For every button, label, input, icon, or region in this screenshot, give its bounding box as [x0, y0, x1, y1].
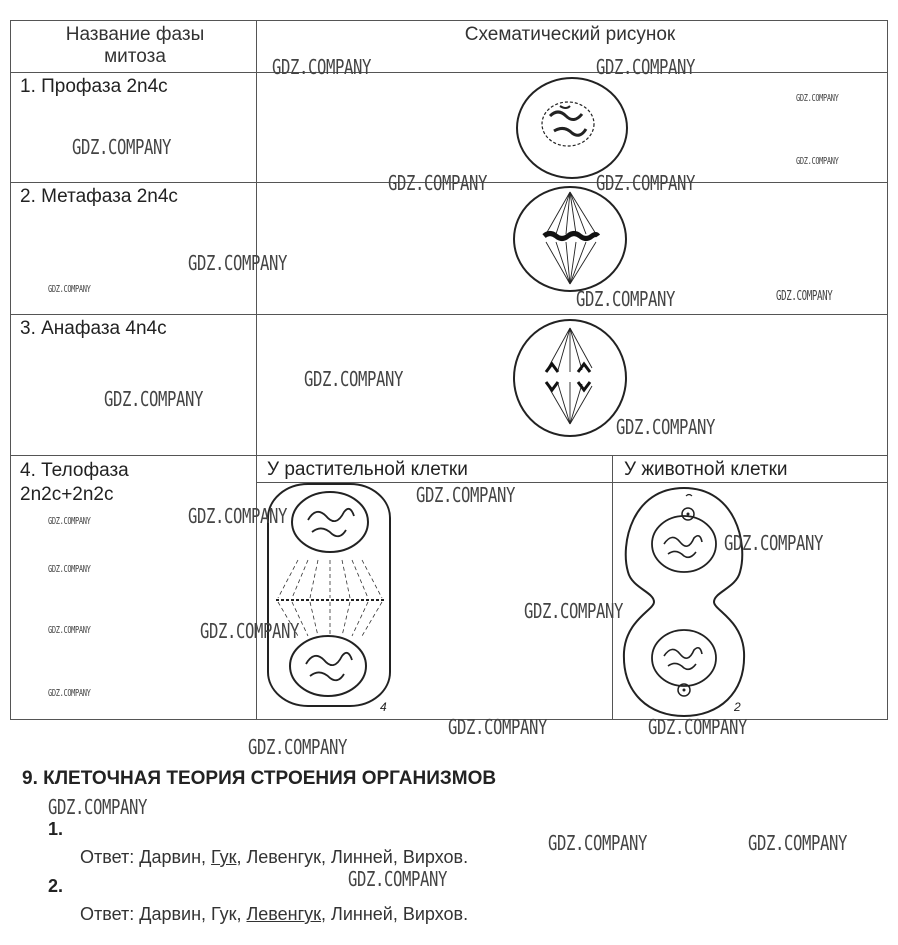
answer-2-suffix: , Линней, Вирхов.: [321, 904, 469, 924]
row-label-prophase: 1. Профаза 2n4c: [20, 76, 168, 97]
animal-cell-label: У животной клетки: [624, 459, 788, 480]
watermark: GDZ.COMPANY: [304, 367, 404, 391]
question-1-number: 1.: [48, 819, 64, 839]
watermark: GDZ.COMPANY: [48, 688, 91, 699]
watermark: GDZ.COMPANY: [596, 171, 696, 195]
watermark: GDZ.COMPANY: [748, 831, 848, 855]
plant-cell-label: У растительной клетки: [267, 459, 468, 480]
table-row-divider: [10, 72, 888, 73]
watermark: GDZ.COMPANY: [648, 715, 748, 739]
watermark: GDZ.COMPANY: [272, 55, 372, 79]
question-2-answer: [80, 904, 468, 925]
header-phase-name: Название фазы митоза: [65, 24, 205, 67]
watermark: GDZ.COMPANY: [548, 831, 648, 855]
watermark: GDZ.COMPANY: [188, 251, 288, 275]
watermark: GDZ.COMPANY: [616, 415, 716, 439]
watermark: GDZ.COMPANY: [48, 516, 91, 527]
table-border-right: [887, 20, 888, 720]
watermark: GDZ.COMPANY: [48, 795, 148, 819]
table-row-divider: [10, 455, 888, 456]
table-border-left: [10, 20, 11, 720]
watermark: GDZ.COMPANY: [596, 55, 696, 79]
metaphase-drawing: [510, 184, 636, 294]
watermark: GDZ.COMPANY: [388, 171, 488, 195]
watermark: GDZ.COMPANY: [776, 289, 833, 304]
watermark: GDZ.COMPANY: [348, 867, 448, 891]
watermark: GDZ.COMPANY: [524, 599, 624, 623]
watermark: GDZ.COMPANY: [104, 387, 204, 411]
answer-1-suffix: , Левенгук, Линней, Вирхов.: [236, 847, 469, 867]
watermark: GDZ.COMPANY: [448, 715, 548, 739]
answer-2-underlined: Левенгук: [246, 904, 322, 924]
row-label-anaphase: 3. Анафаза 4n4c: [20, 318, 167, 339]
watermark: GDZ.COMPANY: [48, 284, 91, 295]
watermark: GDZ.COMPANY: [188, 504, 288, 528]
header-scheme: Схематический рисунок: [464, 24, 676, 45]
watermark: GDZ.COMPANY: [48, 625, 91, 636]
watermark: GDZ.COMPANY: [724, 531, 824, 555]
anaphase-drawing: [512, 316, 632, 442]
answer-2-prefix: Ответ: Дарвин, Гук,: [80, 904, 247, 924]
plant-figure-number: 4: [380, 700, 387, 714]
watermark: GDZ.COMPANY: [576, 287, 676, 311]
answer-1-prefix: Ответ: Дарвин,: [80, 847, 212, 867]
question-2-number: 2.: [48, 876, 64, 896]
answer-1-underlined: Гук: [211, 847, 237, 867]
watermark: GDZ.COMPANY: [48, 564, 91, 575]
table-column-divider: [256, 20, 257, 720]
table-row-divider: [10, 314, 888, 315]
animal-telophase-drawing: [618, 484, 752, 720]
watermark: GDZ.COMPANY: [248, 735, 348, 759]
row-label-metaphase: 2. Метафаза 2n4c: [20, 186, 178, 207]
table-subcolumn-divider: [612, 455, 613, 720]
prophase-drawing: [510, 76, 636, 182]
section-title: 9. КЛЕТОЧНАЯ ТЕОРИЯ СТРОЕНИЯ ОРГАНИЗМОВ: [22, 768, 497, 789]
watermark: GDZ.COMPANY: [72, 135, 172, 159]
watermark: GDZ.COMPANY: [796, 93, 839, 104]
watermark: GDZ.COMPANY: [200, 619, 300, 643]
animal-figure-number: 2: [734, 700, 741, 714]
watermark: GDZ.COMPANY: [796, 156, 839, 167]
row-label-telophase: 4. Телофаза 2n2c+2n2c: [20, 460, 129, 505]
watermark: GDZ.COMPANY: [416, 483, 516, 507]
table-border-top: [10, 20, 888, 21]
question-1-answer: [80, 847, 468, 868]
